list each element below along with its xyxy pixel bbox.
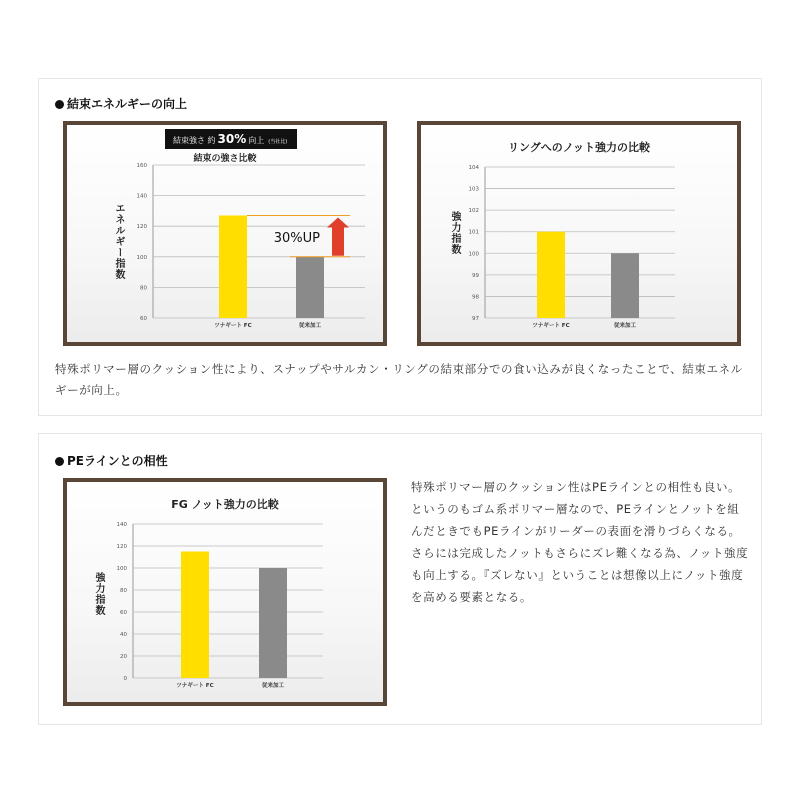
y-tick-label: 120 xyxy=(136,224,147,231)
banner-note: (当社比) xyxy=(268,139,288,145)
bullet-icon xyxy=(55,100,64,109)
section-binding-energy xyxy=(38,78,762,416)
y-tick-label: 98 xyxy=(472,294,479,301)
y-tick-label: 60 xyxy=(120,610,127,616)
x-tick-label: 従来加工 xyxy=(613,323,637,329)
x-tick-label: ツナギート FC xyxy=(214,323,252,329)
y-tick-label: 99 xyxy=(472,272,479,279)
y-tick-label: 140 xyxy=(136,193,147,200)
y-tick-label: 140 xyxy=(116,522,127,528)
y-axis-label: エネルギー指数 xyxy=(113,203,124,280)
y-tick-label: 0 xyxy=(123,676,127,682)
banner-suffix: 向上 xyxy=(248,136,265,145)
annotation-label: 30%UP xyxy=(273,231,320,247)
y-tick-label: 100 xyxy=(468,251,479,258)
chart-svg xyxy=(421,125,737,342)
chart-frame-fg-knot xyxy=(63,478,387,706)
y-axis-label: 強力指数 xyxy=(449,211,460,255)
y-tick-label: 120 xyxy=(116,544,127,550)
section-title-text: 結束エネルギーの向上 xyxy=(67,97,188,111)
y-axis-label: 強力指数 xyxy=(93,572,104,616)
chart-svg xyxy=(67,482,383,702)
section-title xyxy=(55,95,187,112)
x-tick-label: 従来加工 xyxy=(261,683,285,689)
y-tick-label: 40 xyxy=(120,632,127,638)
chart-frame-binding-strength xyxy=(63,121,387,346)
y-tick-label: 60 xyxy=(140,316,147,322)
y-tick-label: 103 xyxy=(468,186,479,193)
banner-value: 30% xyxy=(217,132,247,146)
y-tick-label: 101 xyxy=(468,229,479,236)
bar-tsunagito-fc xyxy=(181,552,209,679)
y-tick-label: 80 xyxy=(120,588,127,594)
chart-svg xyxy=(67,125,383,342)
y-tick-label: 20 xyxy=(120,654,127,660)
bar-tsunagito-fc xyxy=(537,232,565,318)
bullet-icon xyxy=(55,457,64,466)
x-tick-label: ツナギート FC xyxy=(532,323,570,329)
bar-tsunagito-fc xyxy=(219,215,247,318)
y-tick-label: 160 xyxy=(136,163,147,169)
banner-prefix: 結束強さ 約 xyxy=(173,136,216,145)
y-tick-label: 100 xyxy=(136,254,147,261)
bar-conventional xyxy=(296,257,324,318)
section-description: 特殊ポリマー層のクッション性により、スナップやサルカン・リングの結束部分での食い込みが良くなったことで、結束エネルギーが向上。 xyxy=(55,362,743,397)
section-description: 特殊ポリマー層のクッション性はPEラインとの相性も良い。というのもゴム系ポリマー層なので、PEラインとノットを組んだときでもPEラインがリーダーの表面を滑りづらくなる。さらには完成したノットもさらにズレ難くなる為、ノット強度も向上する。『ズレない』ということは想像以上にノット強度を高める要素となる。 xyxy=(411,480,749,604)
y-tick-label: 80 xyxy=(140,285,147,292)
chart-title: 結束の強さ比較 xyxy=(193,154,257,164)
chart-frame-ring-knot xyxy=(417,121,741,346)
section-title xyxy=(55,452,168,469)
chart-title: FG ノット強力の比較 xyxy=(171,498,279,511)
chart-title: リングへのノット強力の比較 xyxy=(507,141,650,154)
y-tick-label: 97 xyxy=(472,316,479,322)
x-tick-label: ツナギート FC xyxy=(176,683,214,689)
y-tick-label: 102 xyxy=(468,208,479,215)
section-pe-line xyxy=(38,433,762,725)
y-tick-label: 104 xyxy=(468,165,479,171)
bar-conventional xyxy=(611,253,639,318)
up-arrow-icon xyxy=(327,217,349,255)
bar-conventional xyxy=(259,568,287,678)
y-tick-label: 100 xyxy=(116,566,127,572)
x-tick-label: 従来加工 xyxy=(298,323,322,329)
section-title-text: PEラインとの相性 xyxy=(67,454,168,468)
